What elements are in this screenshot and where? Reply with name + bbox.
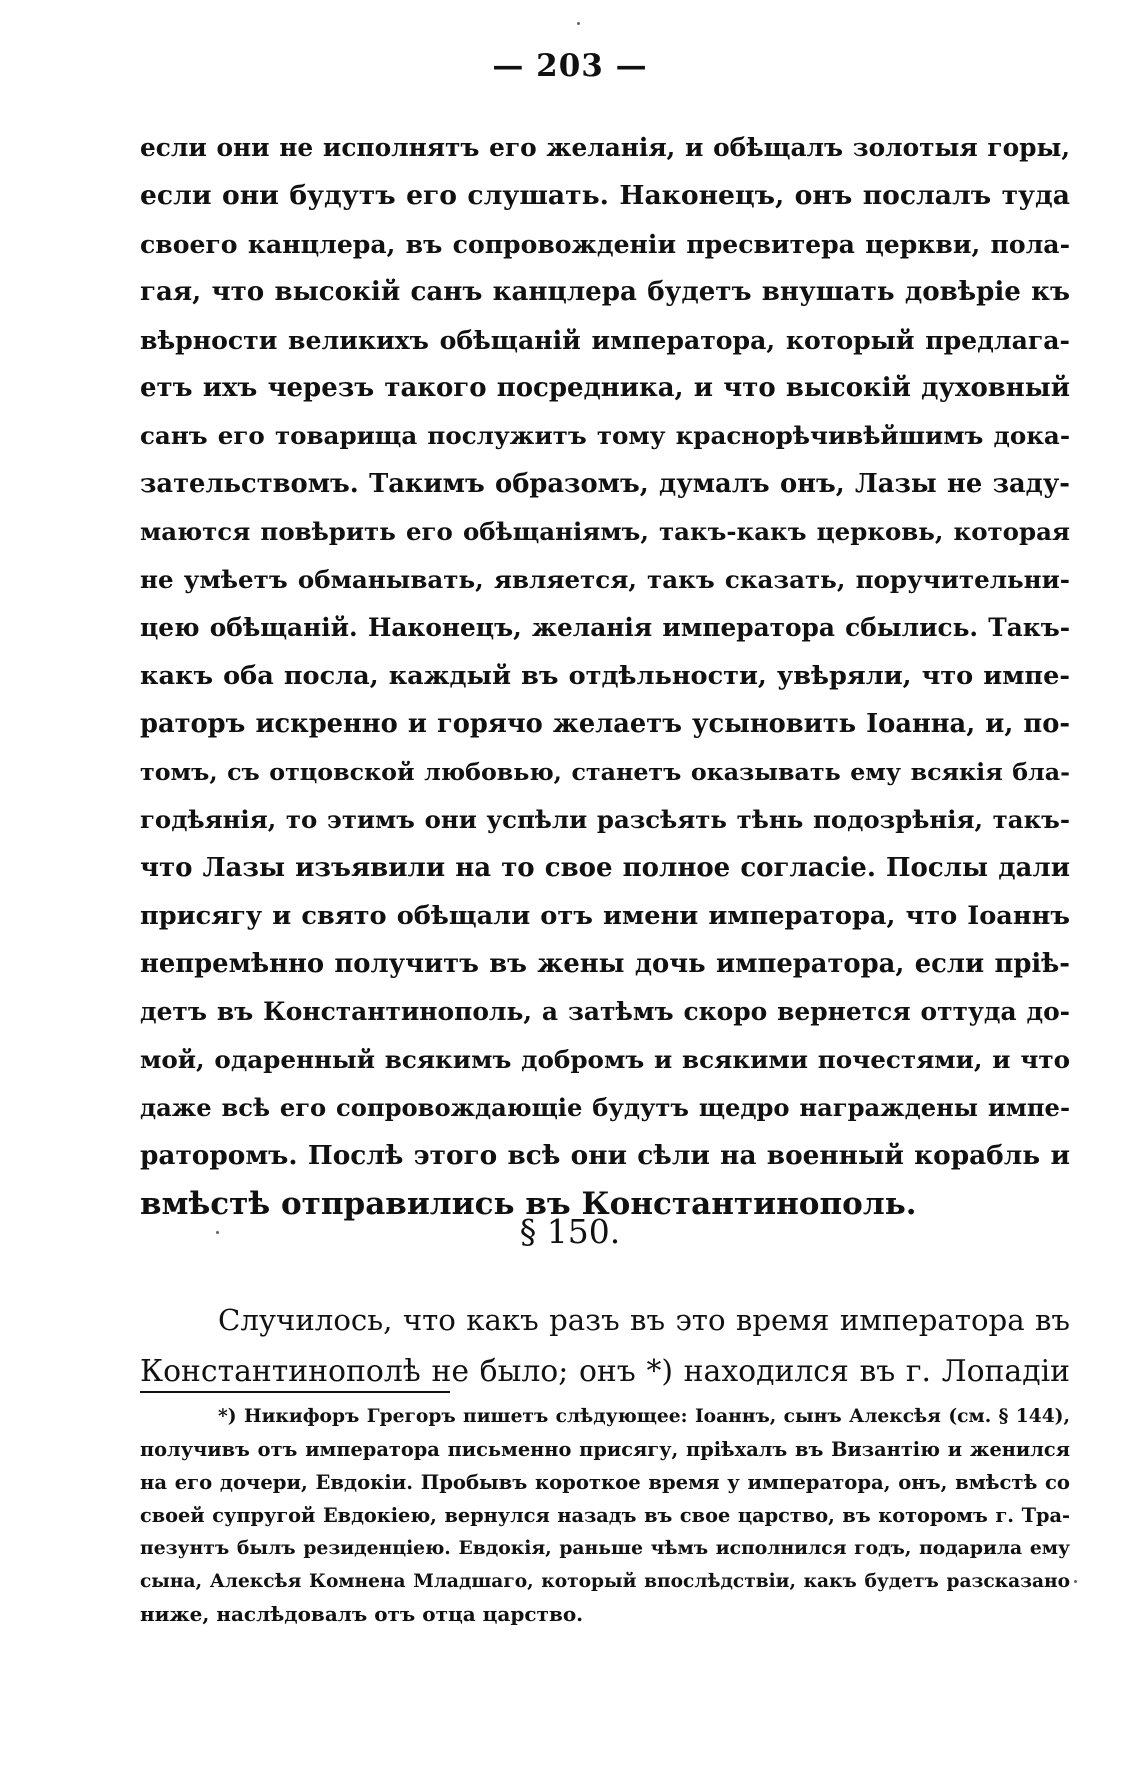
footnote-line: своей супругой Евдокіею, вернулся назадъ въ свое царство, въ которомъ г. Тра-: [140, 1504, 1070, 1527]
text-line: вѣрности великихъ обѣщаній императора, который предлага-: [140, 325, 1070, 355]
footnote-divider: [140, 1391, 450, 1393]
footnote-line: ниже, наслѣдовалъ отъ отца царство.: [140, 1602, 584, 1626]
text-line: цею обѣщаній. Наконецъ, желанія императора сбылись. Такъ-: [140, 613, 1070, 642]
text-line: гая, что высокій санъ канцлера будетъ внушать довѣріе къ: [140, 276, 1070, 307]
text-line: если они будутъ его слушать. Наконецъ, онъ послалъ туда: [140, 180, 1070, 211]
text-line: годѣянія, то этимъ они успѣли разсѣять тѣнь подозрѣнія, такъ-: [140, 805, 1070, 834]
text-line: непремѣнно получитъ въ жены дочь императора, если пріѣ-: [140, 949, 1070, 979]
footnote-line: на его дочери, Евдокіи. Пробывъ короткое время у императора, онъ, вмѣстѣ со: [140, 1471, 1070, 1494]
text-line: зательствомъ. Такимъ образомъ, думалъ онъ, Лазы не заду-: [140, 469, 1070, 499]
text-line: раторомъ. Послѣ этого всѣ они сѣли на военный корабль и: [140, 1140, 1070, 1171]
text-line: томъ, съ отцовской любовью, станетъ оказывать ему всякія бла-: [140, 758, 1070, 786]
footnote-line: сына, Алексѣя Комнена Младшаго, который впослѣдствіи, какъ будетъ разсказано: [140, 1571, 1070, 1592]
footnote-line: *) Никифоръ Грегоръ пишетъ слѣдующее: Іоаннъ, сынъ Алексѣя (см. § 144),: [218, 1405, 1070, 1427]
footnote: [140, 1400, 1070, 1631]
text-line: даже всѣ его сопровождающіе будутъ щедро награждены импе-: [140, 1093, 1070, 1122]
text-line: етъ ихъ черезъ такого посредника, и что высокій духовный: [140, 373, 1070, 403]
text-line: детъ въ Константинополь, а затѣмъ скоро вернется оттуда до-: [140, 997, 1070, 1026]
text-line: мой, одаренный всякимъ добромъ и всякими почестями, и что: [140, 1045, 1070, 1074]
section-paragraph: [140, 1294, 1070, 1398]
scan-speck: [577, 22, 580, 25]
text-line: Константинополѣ не было; онъ *) находился въ г. Лопадіи: [140, 1354, 1070, 1389]
scan-speck: [216, 1231, 219, 1234]
text-line: вмѣстѣ отправились въ Константинополь.: [140, 1186, 917, 1222]
text-line: своего канцлера, въ сопровожденіи пресвитера церкви, пола-: [140, 229, 1070, 259]
page-number: — 203 —: [492, 48, 648, 84]
text-line: какъ оба посла, каждый въ отдѣльности, увѣряли, что импе-: [140, 661, 1070, 691]
footnote-line: получивъ отъ императора письменно присягу, пріѣхалъ въ Византію и женился: [140, 1438, 1070, 1461]
main-paragraph: [140, 124, 1070, 1228]
scan-speck: [1074, 1580, 1077, 1583]
text-line: маются повѣрить его обѣщаніямъ, такъ-какъ церковь, которая: [140, 517, 1070, 546]
text-line: не умѣетъ обманывать, является, такъ сказать, поручительни-: [140, 565, 1070, 594]
text-line: Случилось, что какъ разъ въ это время императора въ: [218, 1303, 1070, 1337]
text-line: если они не исполнятъ его желанія, и обѣщалъ золотыя горы,: [140, 133, 1070, 162]
text-line: санъ его товарища послужитъ тому краснорѣчивѣйшимъ дока-: [140, 421, 1070, 450]
section-heading: § 150.: [519, 1212, 621, 1251]
text-line: раторъ искренно и горячо желаетъ усыновить Іоанна, и, по-: [140, 709, 1070, 739]
text-line: присягу и свято обѣщали отъ имени императора, что Іоаннъ: [140, 901, 1070, 931]
footnote-line: пезунтъ былъ резиденціею. Евдокія, раньше чѣмъ исполнился годъ, подарила ему: [140, 1537, 1070, 1559]
text-line: что Лазы изъявили на то свое полное согласіе. Послы дали: [140, 853, 1070, 883]
